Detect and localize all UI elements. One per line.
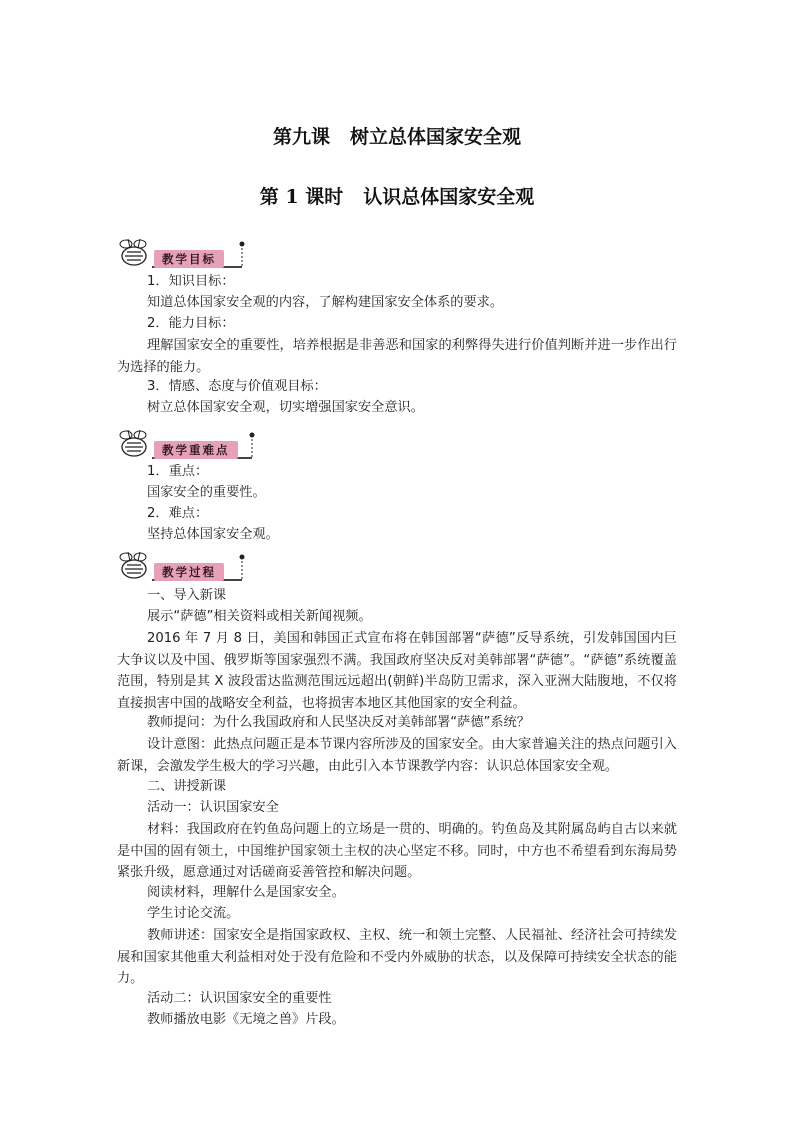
focus-text: 国家安全的重要性。: [147, 485, 266, 500]
discuss-text: 学生讨论交流。: [147, 906, 240, 921]
material-paragraph: 材料：我国政府在钓鱼岛问题上的立场是一贯的、明确的。钓鱼岛及其附属岛屿自古以来就是中国的固有领土，中国维护国家领土主权的决心坚定不移。同时，中方也不希望看到东海局势紧张升级，愿意通过对话磋商妥善管控和解决问题。: [117, 822, 677, 880]
teacher-question: 教师提问：为什么我国政府和人民坚决反对美韩部署“萨德”系统？: [147, 715, 530, 730]
goals-banner-label: 教学目标: [154, 250, 224, 268]
activity-two: 活动二：认识国家安全的重要性: [147, 991, 332, 1006]
teacher-explain-paragraph: 教师讲述：国家安全是指国家政权、主权、统一和领土完整、人民福祉、经济社会可持续发展和国家其他重大利益相对处于没有危险和不受内外威胁的状态，以及保障可持续安全状态的能力。: [117, 928, 677, 986]
goals-banner: [116, 236, 246, 272]
new-lesson-head: 二、讲授新课: [147, 779, 227, 794]
activity-one: 活动一：认识国家安全: [147, 800, 279, 815]
goal-emotion-text: 树立总体国家安全观，切实增强国家安全意识。: [147, 400, 424, 415]
goal-emotion-head: 3．情感、态度与价值观目标：: [147, 379, 327, 394]
thaad-paragraph: 2016 年 7 月 8 日，美国和韩国正式宣布将在韩国部署“萨德”反导系统，引发韩国国内巨大争议以及中国、俄罗斯等国家强烈不满。我国政府坚决反对美韩部署“萨德”。“萨德”系统覆盖范围，特别是其 X 波段雷达监测范围远远超出(朝鲜)半岛防卫需求，深入亚洲大陆腹地，不仅将直接损害中国的战略安全利益，也将损害本地区其他国家的安全利益。: [117, 631, 677, 711]
lesson-title: 第九课 树立总体国家安全观: [272, 126, 522, 148]
intro-head: 一、导入新课: [147, 588, 227, 603]
process-banner-label: 教学过程: [154, 563, 224, 581]
design-paragraph: 设计意图：此热点问题正是本节课内容所涉及的国家安全。由大家普遍关注的热点问题引入新课，会激发学生极大的学习兴趣，由此引入本节课教学内容：认识总体国家安全观。: [117, 737, 677, 774]
movie-text: 教师播放电影《无境之兽》片段。: [147, 1012, 345, 1027]
key-points-banner: [116, 427, 256, 463]
process-banner: [116, 549, 246, 585]
goal-knowledge-text: 知道总体国家安全观的内容，了解构建国家安全体系的要求。: [147, 295, 504, 310]
goal-ability-text: 理解国家安全的重要性，培养根据是非善恶和国家的利弊得失进行价值判断并进一步作出行为选择的能力。: [117, 338, 677, 375]
show-text: 展示“萨德”相关资料或相关新闻视频。: [147, 609, 372, 624]
focus-head: 1．重点：: [147, 464, 209, 479]
goal-ability-head: 2．能力目标：: [147, 316, 235, 331]
goal-knowledge-head: 1．知识目标：: [147, 274, 235, 289]
section-title: 第 1 课时 认识总体国家安全观: [259, 186, 535, 208]
difficulty-text: 坚持总体国家安全观。: [147, 527, 279, 542]
key-points-banner-label: 教学重难点: [154, 441, 238, 459]
difficulty-head: 2．难点：: [147, 506, 209, 521]
read-text: 阅读材料，理解什么是国家安全。: [147, 885, 345, 900]
